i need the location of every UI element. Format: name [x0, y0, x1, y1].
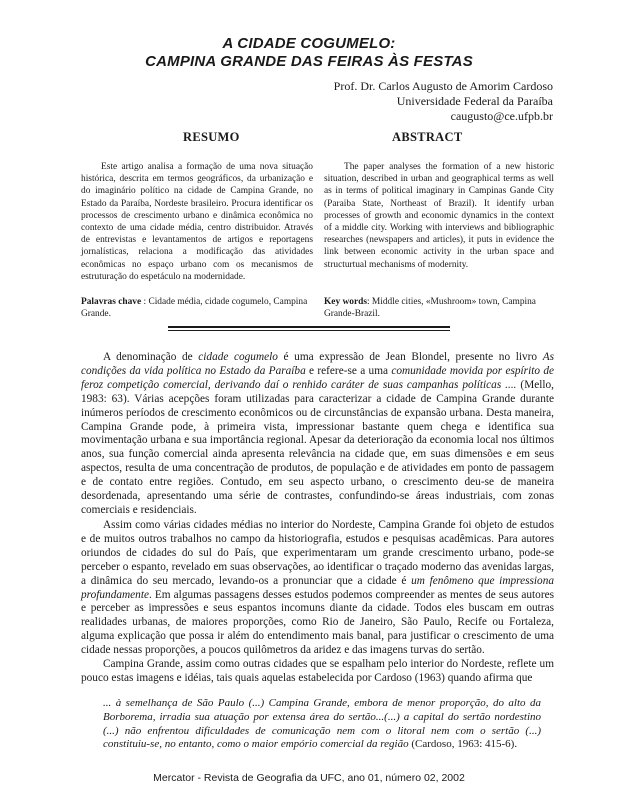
article-title-line-1: A CIDADE COGUMELO:: [222, 35, 396, 52]
block-quote: ... à semelhança de São Paulo (...) Campina Grande, embora de menor proporção, do alto da Borborema, irradia sua atuação por extensa área do sertão...(...) a capital do sertão nordestino (...) não enfrentou dificuldades de comunicação nem com o litoral nem com o sertão (...) constituiu-se, no entanto, como o maior empório comercial da região (Cardoso, 1963: 415-6).: [103, 697, 541, 751]
resumo-keywords: [81, 296, 313, 320]
article-title-line-2: CAMPINA GRANDE DAS FEIRAS ÀS FESTAS: [145, 53, 473, 70]
author-block: [334, 79, 553, 124]
section-divider-thin: [168, 330, 450, 331]
resumo-heading: RESUMO: [183, 130, 240, 144]
inline-quotation: comunidade movida por espírito de feroz competição comercial, derivando daí o renhido caráter de suas campanhas políticas ....: [81, 364, 554, 391]
body-paragraph-3: Campina Grande, assim como outras cidades que se espalham pelo interior do Nordeste, reflete um pouco estas imagens e idéias, tais quais aquelas estabelecida por Cardoso (1963) quando afirma que: [81, 658, 554, 684]
abstract-keywords-list: : Middle cities, «Mushroom» town, Campina Grande-Brazil.: [324, 297, 536, 320]
resumo-keywords-list: : Cidade média, cidade cogumelo, Campina Grande.: [81, 297, 308, 320]
inline-emphasis: um fenômeno que impressiona profundamente: [81, 574, 554, 601]
page-footer: Mercator - Revista de Geografia da UFC, ano 01, número 02, 2002: [153, 772, 465, 784]
body-paragraph-1: A denominação de cidade cogumelo é uma expressão de Jean Blondel, presente no livro As condições da vida política no Estado da Paraíba e refere-se a uma comunidade movida por espírito de feroz competição comercial, derivando daí o renhido caráter de suas campanhas políticas .... (Mello, 1983: 63). Várias acepções foram utilizadas para caracterizar a cidade de Campina Grande durante inúmeros períodos de crescimento econômicos ou de circunstâncias de expansão urbana. Desta maneira, Campina Grande pode, à primeira vista, impressionar bastante quem chega e identifica sua movimentação urbana e sua importância regional. Apesar da deterioração da economia local nos últimos anos, sua função comercial ainda apresenta relevância na cidade que, em suas dimensões e em seus aspectos, resulta de uma concentração de produtos, de população e de atividades em ponto de passagem e de contato entre regiões. Contudo, em seu aspecto urbano, o crescimento deu-se de maneira desordenada, apresentando uma série de contrastes, confundindo-se áreas industriais, com zonas comerciais e residenciais.: [81, 351, 555, 516]
abstract-heading: ABSTRACT: [392, 130, 463, 144]
author-name: Prof. Dr. Carlos Augusto de Amorim Cardoso: [333, 79, 553, 93]
abstract-keywords-label: Key words: [324, 297, 367, 307]
author-email: caugusto@ce.ufpb.br: [450, 109, 553, 123]
book-title: As condições da vida política no Estado da Paraíba: [81, 351, 554, 377]
abstract-text: The paper analyses the formation of a new historic situation, described in urban and geographical terms as well as in terms of political imaginary in Campinas Gande City (Paraiba State, Northeast of Brazil). It identify urban processes of growth and economic dynamics in the context of a middle city. Working with interviews and bibliographic researches (newspapers and articles), it puts in evidence the link between economic activity in the urban space and structurtual mechanisms of modernity.: [324, 162, 554, 270]
quote-citation: (Cardoso, 1963: 415-6).: [408, 738, 518, 751]
abstract-keywords: [324, 296, 554, 320]
term-cidade-cogumelo: cidade cogumelo: [198, 351, 278, 363]
author-affiliation: Universidade Federal da Paraíba: [396, 94, 553, 108]
section-divider-thick: [168, 326, 450, 328]
resumo-text: Este artigo analisa a formação de uma nova situação histórica, descrita em termos geográficos, da urbanização e do imaginário político na cidade de Campina Grande, no Estado da Paraíba, Nordeste brasileiro. Procura identificar os processos de crescimento urbano e dinâmica econômica no contexto de uma cidade média, centro distribuidor. Através de entrevistas e levantamentos de artigos e reportagens jornalísticas, relaciona a modificação das atividades econômicas no espaço urbano com os mecanismos de estruturação do espetáculo na modernidade.: [81, 162, 313, 282]
body-paragraph-2: Assim como várias cidades médias no interior do Nordeste, Campina Grande foi objeto de estudos e de muitos outros trabalhos no campo da historiografia, estudos e pesquisas acadêmicas. Para autores oriundos de cidades do sul do País, que experimentaram um grande crescimento urbano, pode-se perceber o espanto, revelado em suas observações, ao identificar o traçado moderno das avenidas largas, a dinâmica do seu mercado, levando-os a pronunciar que a cidade é um fenômeno que impressiona profundamente. Em algumas passagens desses estudos podemos compreender as mentes de seus autores e perceber as impressões e seus espantos incomuns diante da cidade. Todos eles buscam em outras realidades urbanas, de maiores proporções, como Rio de Janeiro, São Paulo, Recife ou Fortaleza, alguma explicação que possa ir além do entendimento mais banal, para justificar o crescimento de uma cidade nessas proporções, a poucos quilômetros da aridez e das imagens turvas do sertão.: [81, 519, 554, 657]
resumo-keywords-label: Palavras chave: [81, 297, 142, 307]
